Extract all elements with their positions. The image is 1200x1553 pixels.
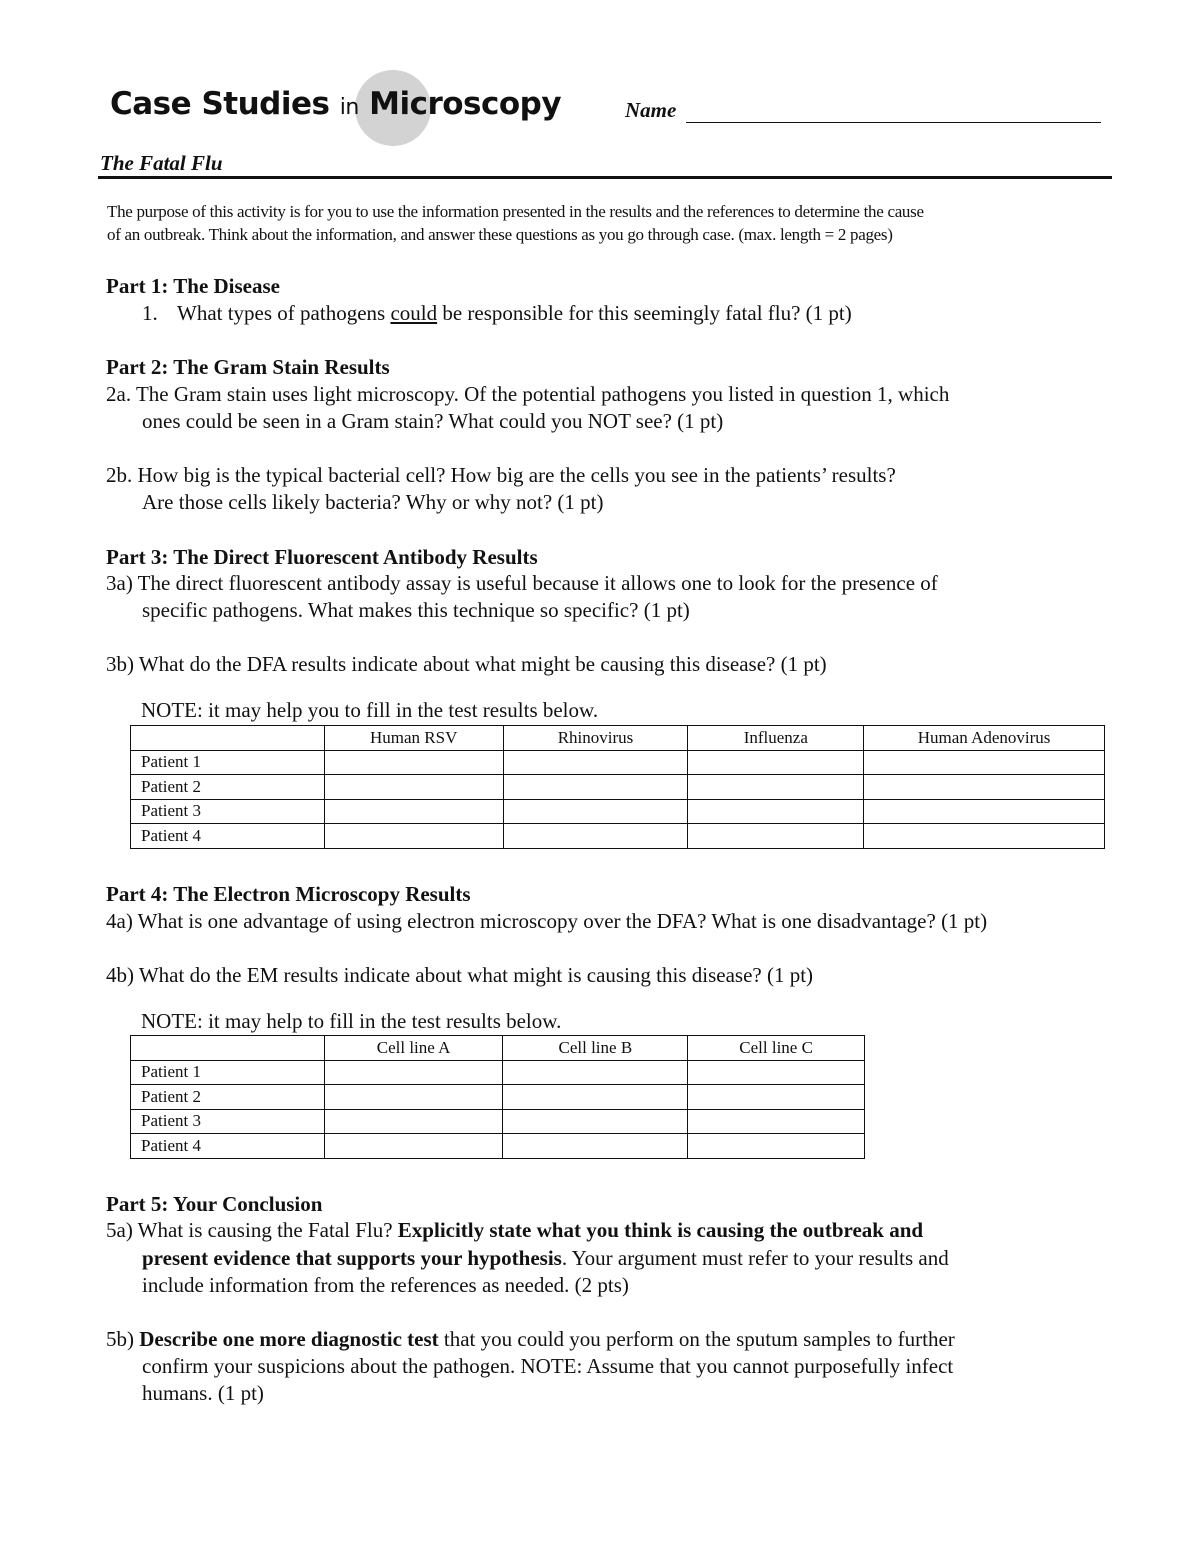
row-label: Patient 2: [131, 1085, 325, 1110]
table-cell[interactable]: [503, 1060, 688, 1085]
q4b-text: 4b) What do the EM results indicate about what might is causing this disease? (1 pt): [106, 963, 814, 987]
table-row: [131, 775, 1105, 800]
em-results-table: [130, 1035, 865, 1159]
intro-line: of an outbreak. Think about the information, and answer these questions as you go through case. (max. length = 2 pages): [107, 225, 893, 244]
table-cell[interactable]: [688, 1085, 865, 1110]
table-cell[interactable]: [324, 799, 503, 824]
table-cell[interactable]: [503, 799, 688, 824]
table-cell[interactable]: [864, 824, 1105, 849]
q2a-text: 2a. The Gram stain uses light microscopy. Of the potential pathogens you listed in question 1, which: [106, 382, 950, 406]
em-note: NOTE: it may help to fill in the test results below.: [141, 1009, 562, 1033]
q5b-text: confirm your suspicions about the pathogen. NOTE: Assume that you cannot purposefully infect: [142, 1354, 954, 1378]
table-cell[interactable]: [688, 824, 864, 849]
table-row: [131, 750, 1105, 775]
table-row: [131, 1134, 865, 1159]
table-cell[interactable]: [503, 750, 688, 775]
table-cell[interactable]: [688, 750, 864, 775]
table-header-row: [131, 726, 1105, 751]
table-row: [131, 1060, 865, 1085]
name-label: Name: [625, 98, 677, 122]
dfa-results-table: [130, 725, 1105, 849]
table-cell[interactable]: [688, 775, 864, 800]
logo-text: Microscopy: [369, 86, 562, 122]
divider: [98, 176, 1112, 179]
q5b-text: 5b) Describe one more diagnostic test that you could you perform on the sputum samples to further: [106, 1327, 955, 1351]
part2-heading: Part 2: The Gram Stain Results: [106, 355, 390, 379]
table-header-row: [131, 1036, 865, 1061]
table-cell[interactable]: [688, 799, 864, 824]
row-label: Patient 1: [131, 1060, 325, 1085]
table-cell[interactable]: [503, 1085, 688, 1110]
q1-number: 1.: [142, 301, 158, 325]
table-row: [131, 1109, 865, 1134]
table-cell[interactable]: [324, 1060, 503, 1085]
table-cell[interactable]: [503, 775, 688, 800]
table-row: [131, 824, 1105, 849]
table-cell[interactable]: [864, 799, 1105, 824]
row-label: Patient 3: [131, 799, 325, 824]
logo-text: in: [339, 95, 359, 120]
q4a-text: 4a) What is one advantage of using electron microscopy over the DFA? What is one disadvantage? (1 pt): [106, 909, 988, 933]
row-label: Patient 4: [131, 1134, 325, 1159]
column-header: Human RSV: [324, 726, 503, 751]
table-cell[interactable]: [503, 824, 688, 849]
q3a-text: 3a) The direct fluorescent antibody assay is useful because it allows one to look for the presence of: [106, 571, 938, 595]
name-field[interactable]: [686, 122, 1101, 123]
column-header: Cell line B: [503, 1036, 688, 1061]
q5a-text: present evidence that supports your hypothesis. Your argument must refer to your results and: [142, 1246, 949, 1270]
table-cell[interactable]: [688, 1060, 865, 1085]
table-cell[interactable]: [688, 1109, 865, 1134]
table-row: [131, 1085, 865, 1110]
q1-text: What types of pathogens could be responsible for this seemingly fatal flu? (1 pt): [177, 301, 852, 325]
q2b-text: 2b. How big is the typical bacterial cell? How big are the cells you see in the patients’ results?: [106, 463, 896, 487]
table-cell[interactable]: [503, 1134, 688, 1159]
row-label: Patient 3: [131, 1109, 325, 1134]
logo: [110, 86, 561, 122]
intro-line: The purpose of this activity is for you to use the information presented in the results and the references to determine the cause: [107, 202, 924, 221]
row-label: Patient 2: [131, 775, 325, 800]
q5a-text: 5a) What is causing the Fatal Flu? Explicitly state what you think is causing the outbreak and: [106, 1218, 924, 1242]
dfa-note: NOTE: it may help you to fill in the test results below.: [141, 698, 599, 722]
part5-heading: Part 5: Your Conclusion: [106, 1192, 323, 1216]
logo-text: Case Studies: [110, 86, 330, 122]
table-cell[interactable]: [324, 824, 503, 849]
row-label: Patient 1: [131, 750, 325, 775]
table-cell[interactable]: [324, 1085, 503, 1110]
table-cell[interactable]: [324, 775, 503, 800]
table-cell[interactable]: [324, 1109, 503, 1134]
q3b-text: 3b) What do the DFA results indicate about what might be causing this disease? (1 pt): [106, 652, 827, 676]
table-cell[interactable]: [864, 775, 1105, 800]
column-header: Cell line C: [688, 1036, 865, 1061]
table-cell[interactable]: [503, 1109, 688, 1134]
column-header: Human Adenovirus: [864, 726, 1105, 751]
table-cell[interactable]: [688, 1134, 865, 1159]
table-cell[interactable]: [324, 1134, 503, 1159]
table-cell[interactable]: [864, 750, 1105, 775]
q2b-text: Are those cells likely bacteria? Why or why not? (1 pt): [142, 490, 604, 514]
column-header: Rhinovirus: [503, 726, 688, 751]
q5a-text: include information from the references as needed. (2 pts): [142, 1273, 629, 1297]
part4-heading: Part 4: The Electron Microscopy Results: [106, 882, 471, 906]
part3-heading: Part 3: The Direct Fluorescent Antibody Results: [106, 545, 538, 569]
subtitle: The Fatal Flu: [100, 151, 223, 175]
table-cell[interactable]: [324, 750, 503, 775]
table-row: [131, 799, 1105, 824]
row-label: Patient 4: [131, 824, 325, 849]
q2a-text: ones could be seen in a Gram stain? What could you NOT see? (1 pt): [142, 409, 724, 433]
column-header: Cell line A: [324, 1036, 503, 1061]
part1-heading: Part 1: The Disease: [106, 274, 280, 298]
column-header: Influenza: [688, 726, 864, 751]
q5b-text: humans. (1 pt): [142, 1381, 264, 1405]
q3a-text: specific pathogens. What makes this technique so specific? (1 pt): [142, 598, 690, 622]
